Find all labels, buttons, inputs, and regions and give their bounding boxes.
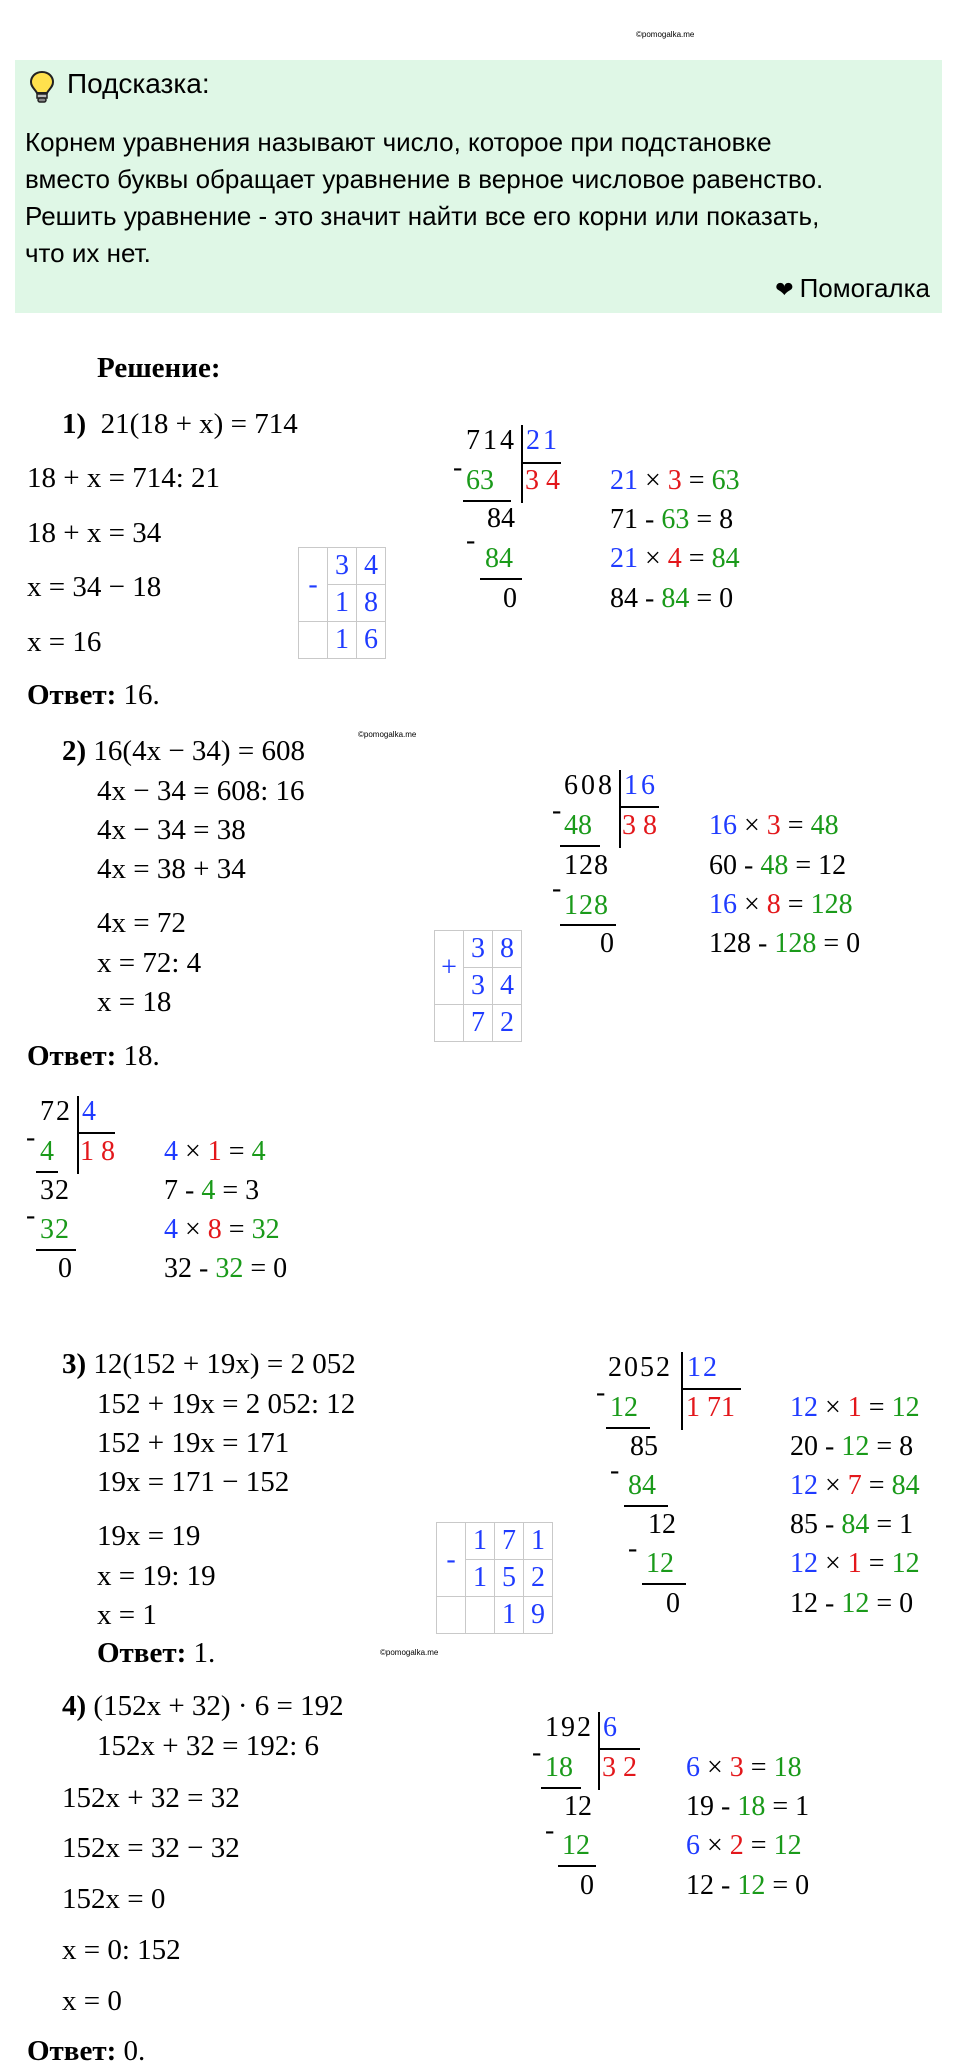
heart-icon: ❤ bbox=[775, 277, 794, 302]
column-subtraction bbox=[298, 547, 386, 659]
problem-1-equation bbox=[62, 408, 298, 441]
equation: 16(4x − 34) = 608 bbox=[93, 735, 305, 767]
step: x = 72: 4 bbox=[97, 947, 202, 979]
column-subtraction bbox=[436, 1522, 553, 1634]
step: 19x = 171 − 152 bbox=[97, 1466, 290, 1498]
answer-label: Ответ: bbox=[27, 2035, 117, 2067]
watermark: ©pomogalka.me bbox=[380, 1648, 439, 1657]
brand-label bbox=[775, 273, 930, 304]
step: 152 + 19x = 171 bbox=[97, 1427, 290, 1459]
division-line: 0 bbox=[58, 1253, 72, 1284]
digit: 2 bbox=[524, 1560, 553, 1597]
division-line: 12 bbox=[610, 1392, 638, 1423]
digit: 6 bbox=[357, 622, 386, 659]
quotient: 3 4 bbox=[525, 465, 560, 496]
hint-line: что их нет. bbox=[25, 238, 151, 268]
hint-title: Подсказка: bbox=[67, 68, 210, 99]
division-line: 84 bbox=[628, 1470, 656, 1501]
digit: 2 bbox=[493, 1005, 522, 1042]
step: 152x = 0 bbox=[62, 1883, 166, 1915]
answer-label: Ответ: bbox=[97, 1637, 187, 1669]
digit: 1 bbox=[466, 1523, 495, 1560]
answer-1 bbox=[27, 679, 160, 712]
digit: 1 bbox=[466, 1560, 495, 1597]
brand-name: Помогалка bbox=[799, 273, 930, 303]
minus-sign: - bbox=[552, 795, 562, 826]
answer-value: 16. bbox=[116, 679, 160, 711]
digit: 3 bbox=[464, 931, 493, 968]
equation: 12(152 + 19x) = 2 052 bbox=[93, 1348, 356, 1380]
answer-value: 0. bbox=[116, 2035, 146, 2067]
problem-number: 4) bbox=[62, 1690, 87, 1722]
hint-line: вместо буквы обращает уравнение в верное числовое равенство. bbox=[25, 164, 824, 194]
minus-sign: - bbox=[26, 1200, 36, 1231]
step: 4x = 38 + 34 bbox=[97, 853, 246, 885]
step: x = 16 bbox=[27, 626, 102, 658]
division-line: 0 bbox=[503, 583, 517, 614]
step: 18 + x = 34 bbox=[27, 517, 162, 549]
step: 152x + 32 = 192: 6 bbox=[97, 1730, 320, 1762]
division-line: 32 bbox=[40, 1175, 70, 1206]
dividend: 714 bbox=[466, 425, 517, 456]
op-sign: - bbox=[299, 548, 328, 622]
divisor: 12 bbox=[687, 1352, 719, 1383]
step: 4x − 34 = 608: 16 bbox=[97, 775, 305, 807]
division-line: 48 bbox=[564, 810, 592, 841]
division-line: 0 bbox=[666, 1588, 680, 1619]
digit: 3 bbox=[328, 548, 357, 585]
dividend: 72 bbox=[40, 1096, 72, 1127]
step: 19x = 19 bbox=[97, 1520, 201, 1552]
division-line: 12 bbox=[562, 1830, 590, 1861]
quotient: 3 8 bbox=[622, 810, 657, 841]
quotient: 1 8 bbox=[80, 1136, 115, 1167]
digit: 3 bbox=[464, 968, 493, 1005]
minus-sign: - bbox=[596, 1377, 606, 1408]
divisor: 4 bbox=[82, 1096, 96, 1127]
minus-sign: - bbox=[453, 452, 463, 483]
step: x = 34 − 18 bbox=[27, 571, 162, 603]
minus-sign: - bbox=[466, 525, 476, 556]
digit: 1 bbox=[328, 622, 357, 659]
quotient: 1 71 bbox=[686, 1392, 735, 1423]
digit: 1 bbox=[524, 1523, 553, 1560]
op-sign: - bbox=[437, 1523, 466, 1597]
digit: 8 bbox=[493, 931, 522, 968]
step: 4x = 72 bbox=[97, 907, 186, 939]
digit: 4 bbox=[493, 968, 522, 1005]
hint-term: Корнем уравнения bbox=[25, 127, 251, 157]
step: 4x − 34 = 38 bbox=[97, 814, 246, 846]
answer-value: 18. bbox=[116, 1040, 160, 1072]
problem-number: 3) bbox=[62, 1348, 87, 1380]
lightbulb-icon bbox=[29, 70, 55, 104]
answer-label: Ответ: bbox=[27, 1040, 117, 1072]
answer-4 bbox=[27, 2035, 145, 2068]
division-line: 32 bbox=[40, 1214, 70, 1245]
division-line: 63 bbox=[466, 465, 494, 496]
digit: 7 bbox=[495, 1523, 524, 1560]
digit: 1 bbox=[328, 585, 357, 622]
division-line: 18 bbox=[545, 1752, 573, 1783]
step: 152 + 19x = 2 052: 12 bbox=[97, 1388, 356, 1420]
equation: (152x + 32) · 6 = 192 bbox=[93, 1690, 344, 1722]
equation: 21(18 + x) = 714 bbox=[100, 408, 298, 440]
problem-4-equation bbox=[62, 1690, 344, 1723]
dividend: 608 bbox=[564, 770, 615, 801]
hint-text bbox=[25, 124, 925, 272]
digit: 1 bbox=[495, 1597, 524, 1634]
divisor: 21 bbox=[526, 425, 560, 456]
answer-label: Ответ: bbox=[27, 679, 117, 711]
digit: 7 bbox=[464, 1005, 493, 1042]
digit: 4 bbox=[357, 548, 386, 585]
division-line: 85 bbox=[630, 1431, 658, 1462]
answer-value: 1. bbox=[186, 1637, 216, 1669]
solution-title: Решение: bbox=[97, 352, 221, 384]
dividend: 192 bbox=[545, 1712, 593, 1743]
dividend: 2052 bbox=[608, 1352, 672, 1383]
minus-sign: - bbox=[610, 1455, 620, 1486]
division-line: 84 bbox=[487, 503, 515, 534]
problem-number: 2) bbox=[62, 735, 87, 767]
digit: 5 bbox=[495, 1560, 524, 1597]
minus-sign: - bbox=[552, 873, 562, 904]
step: x = 18 bbox=[97, 986, 172, 1018]
step: x = 0 bbox=[62, 1985, 122, 2017]
division-line: 84 bbox=[485, 543, 513, 574]
step: x = 19: 19 bbox=[97, 1560, 216, 1592]
step: 152x + 32 = 32 bbox=[62, 1782, 240, 1814]
minus-sign: - bbox=[26, 1122, 36, 1153]
problem-2-equation bbox=[62, 735, 305, 768]
column-addition bbox=[434, 930, 522, 1042]
step: 152x = 32 − 32 bbox=[62, 1832, 240, 1864]
quotient: 3 2 bbox=[602, 1752, 637, 1783]
division-line: 4 bbox=[40, 1136, 54, 1167]
division-line: 12 bbox=[648, 1509, 676, 1540]
division-line: 128 bbox=[564, 850, 609, 881]
division-line: 128 bbox=[564, 890, 609, 921]
minus-sign: - bbox=[545, 1815, 555, 1846]
division-line: 12 bbox=[646, 1548, 674, 1579]
step: 18 + x = 714: 21 bbox=[27, 462, 221, 494]
problem-3-equation bbox=[62, 1348, 356, 1381]
hint-line: Решить уравнение - это значит найти все его корни или показать, bbox=[25, 201, 820, 231]
digit: 9 bbox=[524, 1597, 553, 1634]
watermark: ©pomogalka.me bbox=[358, 730, 417, 739]
hint-box bbox=[15, 60, 942, 313]
step: x = 1 bbox=[97, 1599, 157, 1631]
watermark: ©pomogalka.me bbox=[636, 30, 695, 39]
division-line: 12 bbox=[564, 1791, 592, 1822]
minus-sign: - bbox=[532, 1737, 542, 1768]
answer-2 bbox=[27, 1040, 160, 1073]
problem-number: 1) bbox=[62, 408, 87, 440]
step: x = 0: 152 bbox=[62, 1934, 181, 1966]
digit: 8 bbox=[357, 585, 386, 622]
divisor: 6 bbox=[603, 1712, 617, 1743]
divisor: 16 bbox=[624, 770, 658, 801]
division-line: 0 bbox=[580, 1870, 594, 1901]
hint-line: называют число, которое при подстановке bbox=[250, 127, 772, 157]
answer-3 bbox=[97, 1637, 215, 1670]
op-sign: + bbox=[435, 931, 464, 1005]
division-line: 0 bbox=[600, 928, 614, 959]
minus-sign: - bbox=[628, 1533, 638, 1564]
